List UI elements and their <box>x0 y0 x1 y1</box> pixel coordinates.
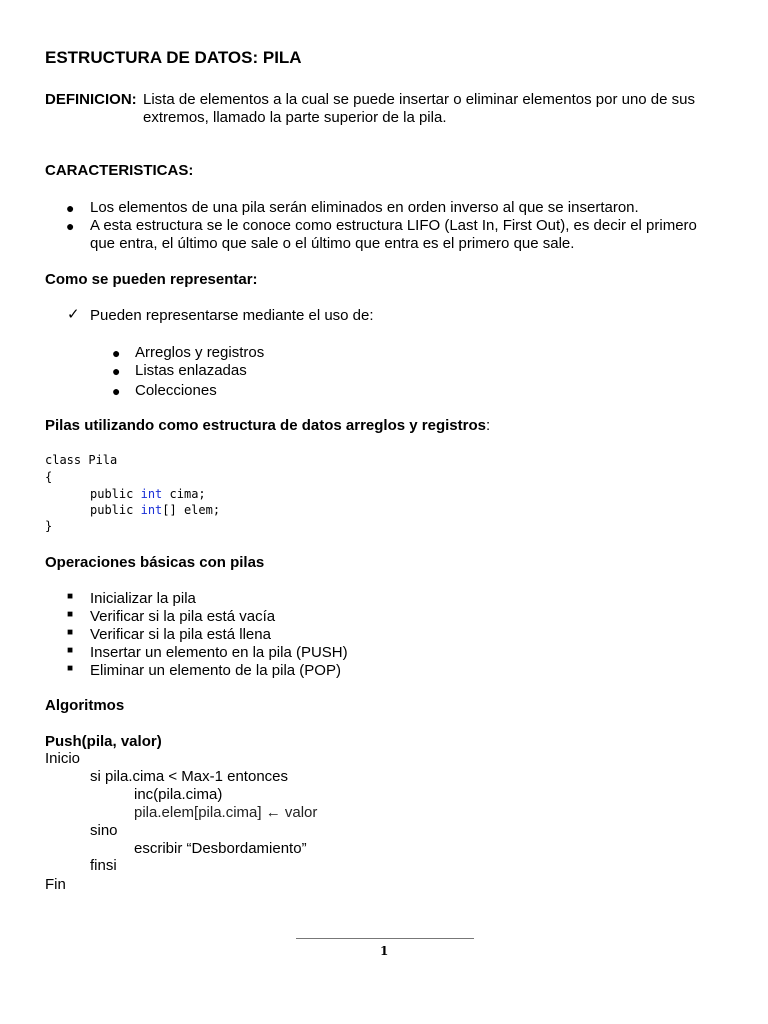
algo-sino: sino <box>90 822 118 839</box>
bullet-dot-icon: ● <box>112 383 121 399</box>
operacion-item: Verificar si la pila está vacía <box>90 608 276 625</box>
definicion-text-line1: Lista de elementos a la cual se puede insertar o eliminar elementos por uno de sus <box>143 91 695 108</box>
operacion-item: Verificar si la pila está llena <box>90 626 271 643</box>
push-heading: Push(pila, valor) <box>45 733 162 750</box>
code-public-keyword: public <box>90 503 134 517</box>
bullet-dot-icon: ● <box>66 218 75 234</box>
algo-assign: pila.elem[pila.cima] ← valor <box>134 804 318 821</box>
checkmark-icon: ✓ <box>67 306 80 323</box>
code-field-name: [] elem; <box>162 503 221 517</box>
caracteristica-item-2-line2: que entra, el último que sale o el último que entra es el primero que sale. <box>90 235 575 252</box>
caracteristica-item-1: Los elementos de una pila serán eliminados en orden inverso al que se insertaron. <box>90 199 639 216</box>
square-bullet-icon: ■ <box>67 663 74 674</box>
square-bullet-icon: ■ <box>67 609 74 620</box>
pilas-arreglos-colon: : <box>485 417 491 434</box>
definicion-label: DEFINICION: <box>45 91 137 108</box>
bullet-dot-icon: ● <box>112 363 121 379</box>
representar-item: Arreglos y registros <box>135 344 265 361</box>
operacion-item: Eliminar un elemento de la pila (POP) <box>90 662 341 679</box>
square-bullet-icon: ■ <box>67 591 74 602</box>
code-int-keyword: int <box>140 487 163 501</box>
code-int-keyword: int <box>140 503 163 517</box>
square-bullet-icon: ■ <box>67 627 74 638</box>
bullet-dot-icon: ● <box>66 200 75 216</box>
representar-item: Listas enlazadas <box>135 362 247 379</box>
algo-escribir: escribir “Desbordamiento” <box>134 840 307 857</box>
square-bullet-icon: ■ <box>67 645 74 656</box>
representar-check-item: Pueden representarse mediante el uso de: <box>90 307 374 324</box>
page-title: ESTRUCTURA DE DATOS: PILA <box>45 48 302 67</box>
algoritmos-heading: Algoritmos <box>45 697 125 714</box>
bullet-dot-icon: ● <box>112 345 121 361</box>
code-field-elem <box>90 503 220 517</box>
pilas-arreglos-heading <box>45 417 490 435</box>
code-close-brace: } <box>45 519 53 533</box>
caracteristicas-heading: CARACTERISTICAS: <box>45 162 194 179</box>
algo-si: si pila.cima < Max-1 entonces <box>90 768 289 785</box>
operacion-item: Insertar un elemento en la pila (PUSH) <box>90 644 348 661</box>
algo-inicio: Inicio <box>45 750 81 767</box>
code-field-name: cima; <box>169 487 206 501</box>
code-open-brace: { <box>45 470 53 484</box>
caracteristica-item-2-line1: A esta estructura se le conoce como estructura LIFO (Last In, First Out), es decir el primero <box>90 217 697 234</box>
representar-item: Colecciones <box>135 382 217 399</box>
page-number: 1 <box>380 944 389 958</box>
operaciones-heading: Operaciones básicas con pilas <box>45 554 265 571</box>
algo-inc: inc(pila.cima) <box>134 786 223 803</box>
algo-fin: Fin <box>45 876 66 893</box>
definicion-text-line2: extremos, llamado la parte superior de la pila. <box>143 109 447 126</box>
operacion-item: Inicializar la pila <box>90 590 196 607</box>
algo-finsi: finsi <box>90 857 117 874</box>
code-field-cima <box>90 487 206 501</box>
pilas-arreglos-heading-text: Pilas utilizando como estructura de datos arreglos y registros <box>45 417 486 434</box>
footer-divider <box>296 938 474 939</box>
representar-heading: Como se pueden representar: <box>45 271 258 288</box>
code-class-line: class Pila <box>45 453 118 467</box>
code-public-keyword: public <box>90 487 134 501</box>
